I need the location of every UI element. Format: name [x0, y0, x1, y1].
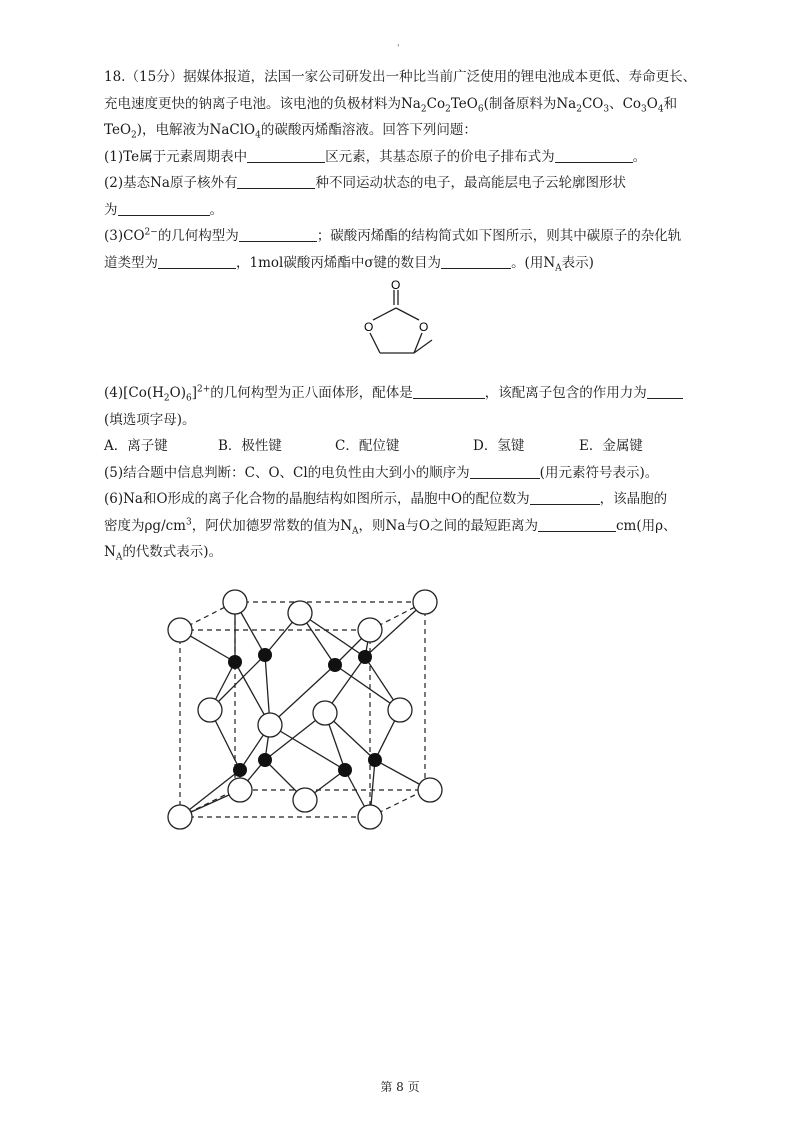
atom-o-right: O [419, 320, 429, 334]
option-d[interactable]: D．氢键 [473, 438, 525, 454]
o-atom [293, 788, 317, 812]
o-atom [413, 590, 437, 614]
question-18-part2 [104, 380, 704, 566]
answer-blank-6-1[interactable] [530, 490, 600, 505]
o-atom [288, 601, 312, 625]
part-2: (2)基态Na原子核外有 种不同运动状态的电子，最高能层电子云轮廓图形状 [104, 175, 626, 191]
answer-blank-3-2[interactable] [158, 254, 236, 269]
part-6: (6)Na和O形成的离子化合物的晶胞结构如图所示，晶胞中O的配位数为 ，该晶胞的 [104, 491, 668, 507]
ring-bond-o-ch2 [370, 333, 380, 353]
options-row [104, 433, 704, 460]
o-atom [358, 805, 382, 829]
part-4-cont: (填选项字母)。 [104, 411, 196, 428]
na-atom [338, 763, 352, 777]
answer-blank-4-1[interactable] [413, 384, 485, 399]
intro-line-3: TeO$_2$)，电解液为NaClO$_4$的碳酸丙烯酯溶液。回答下列问题： [104, 122, 477, 141]
intro-line-2: 充电速度更快的钠离子电池。该电池的负极材料为$Na_2Co_2TeO_6$(制备原料为$Na_2CO_3$、$Co_3O_4$和 [104, 95, 678, 115]
na-atom [228, 655, 242, 669]
ring-bond-c-o-right [396, 308, 419, 320]
o-atom [258, 713, 282, 737]
o-atom [223, 590, 247, 614]
part-4: $(4)[Co(H_2O)_6]^{2+}$的几何构型为正八面体形，配体是 ，该配离子包含的作用力为 [104, 380, 704, 407]
option-a[interactable]: A．离子键 [104, 438, 168, 454]
ring-bond-c-o-left [373, 308, 396, 320]
answer-blank-5[interactable] [470, 464, 540, 479]
part-6-cont: 密度为$\rho g/cm^3$，阿伏加德罗常数的值为$N_A$，则Na与O之间的最短距离为 cm(用ρ、 [104, 517, 677, 537]
o-atom [313, 701, 337, 725]
answer-blank-4-2[interactable] [647, 384, 683, 399]
part-2-cont: 为 。 [104, 201, 223, 218]
answer-blank-2-2[interactable] [118, 201, 210, 216]
answer-blank-3-1[interactable] [239, 227, 317, 242]
o-atom [168, 618, 192, 642]
answer-blank-2-1[interactable] [237, 174, 315, 189]
intro-line-1: 18.（15分）据媒体报道，法国一家公司研发出一种比当前广泛使用的锂电池成本更低、寿命更长、 [104, 69, 697, 85]
answer-blank-1-2[interactable] [555, 148, 633, 163]
o-atom [168, 805, 192, 829]
na-atom [258, 648, 272, 662]
part-3-cont: 道类型为 ，1mol碳酸丙烯酯中σ键的数目为 。(用$N_A$表示) [104, 254, 594, 274]
na-atom [233, 763, 247, 777]
part-5: (5)结合题中信息判断：C、O、Cl的电负性由大到小的顺序为 (用元素符号表示)。 [104, 464, 659, 481]
na-atom [258, 753, 272, 767]
header-mark: ' [397, 44, 400, 54]
o-atoms [168, 590, 442, 829]
part-1: (1)Te属于元素周期表中 区元素，其基态原子的价电子排布式为 。 [104, 148, 647, 165]
part-6-cont2: $N_A$的代数式表示)。 [104, 544, 223, 563]
na-atoms [228, 648, 382, 777]
option-e[interactable]: E．金属键 [579, 438, 643, 454]
part-3: $(3)CO^{2-}$的几何构型为 ；碳酸丙烯酯的结构简式如下图所示，则其中碳原子的杂化轨 [104, 227, 682, 244]
atom-o-left: O [364, 320, 374, 334]
propylene-carbonate-structure [340, 278, 450, 368]
o-atom [358, 618, 382, 642]
na-atom [328, 658, 342, 672]
crystal-cell-diagram [160, 585, 450, 835]
o-atom [198, 698, 222, 722]
o-atom [228, 778, 252, 802]
o-atom [418, 778, 442, 802]
option-b[interactable]: B．极性键 [218, 438, 282, 454]
page-number: 第 8 页 [380, 1080, 420, 1094]
atom-o-carbonyl: O [391, 278, 401, 292]
question-18 [104, 64, 704, 276]
answer-blank-6-2[interactable] [538, 517, 616, 532]
answer-blank-1-1[interactable] [247, 148, 325, 163]
na-atom [358, 650, 372, 664]
answer-blank-3-3[interactable] [441, 254, 511, 269]
option-c[interactable]: C．配位键 [335, 438, 400, 454]
na-atom [368, 753, 382, 767]
o-atom [388, 698, 412, 722]
